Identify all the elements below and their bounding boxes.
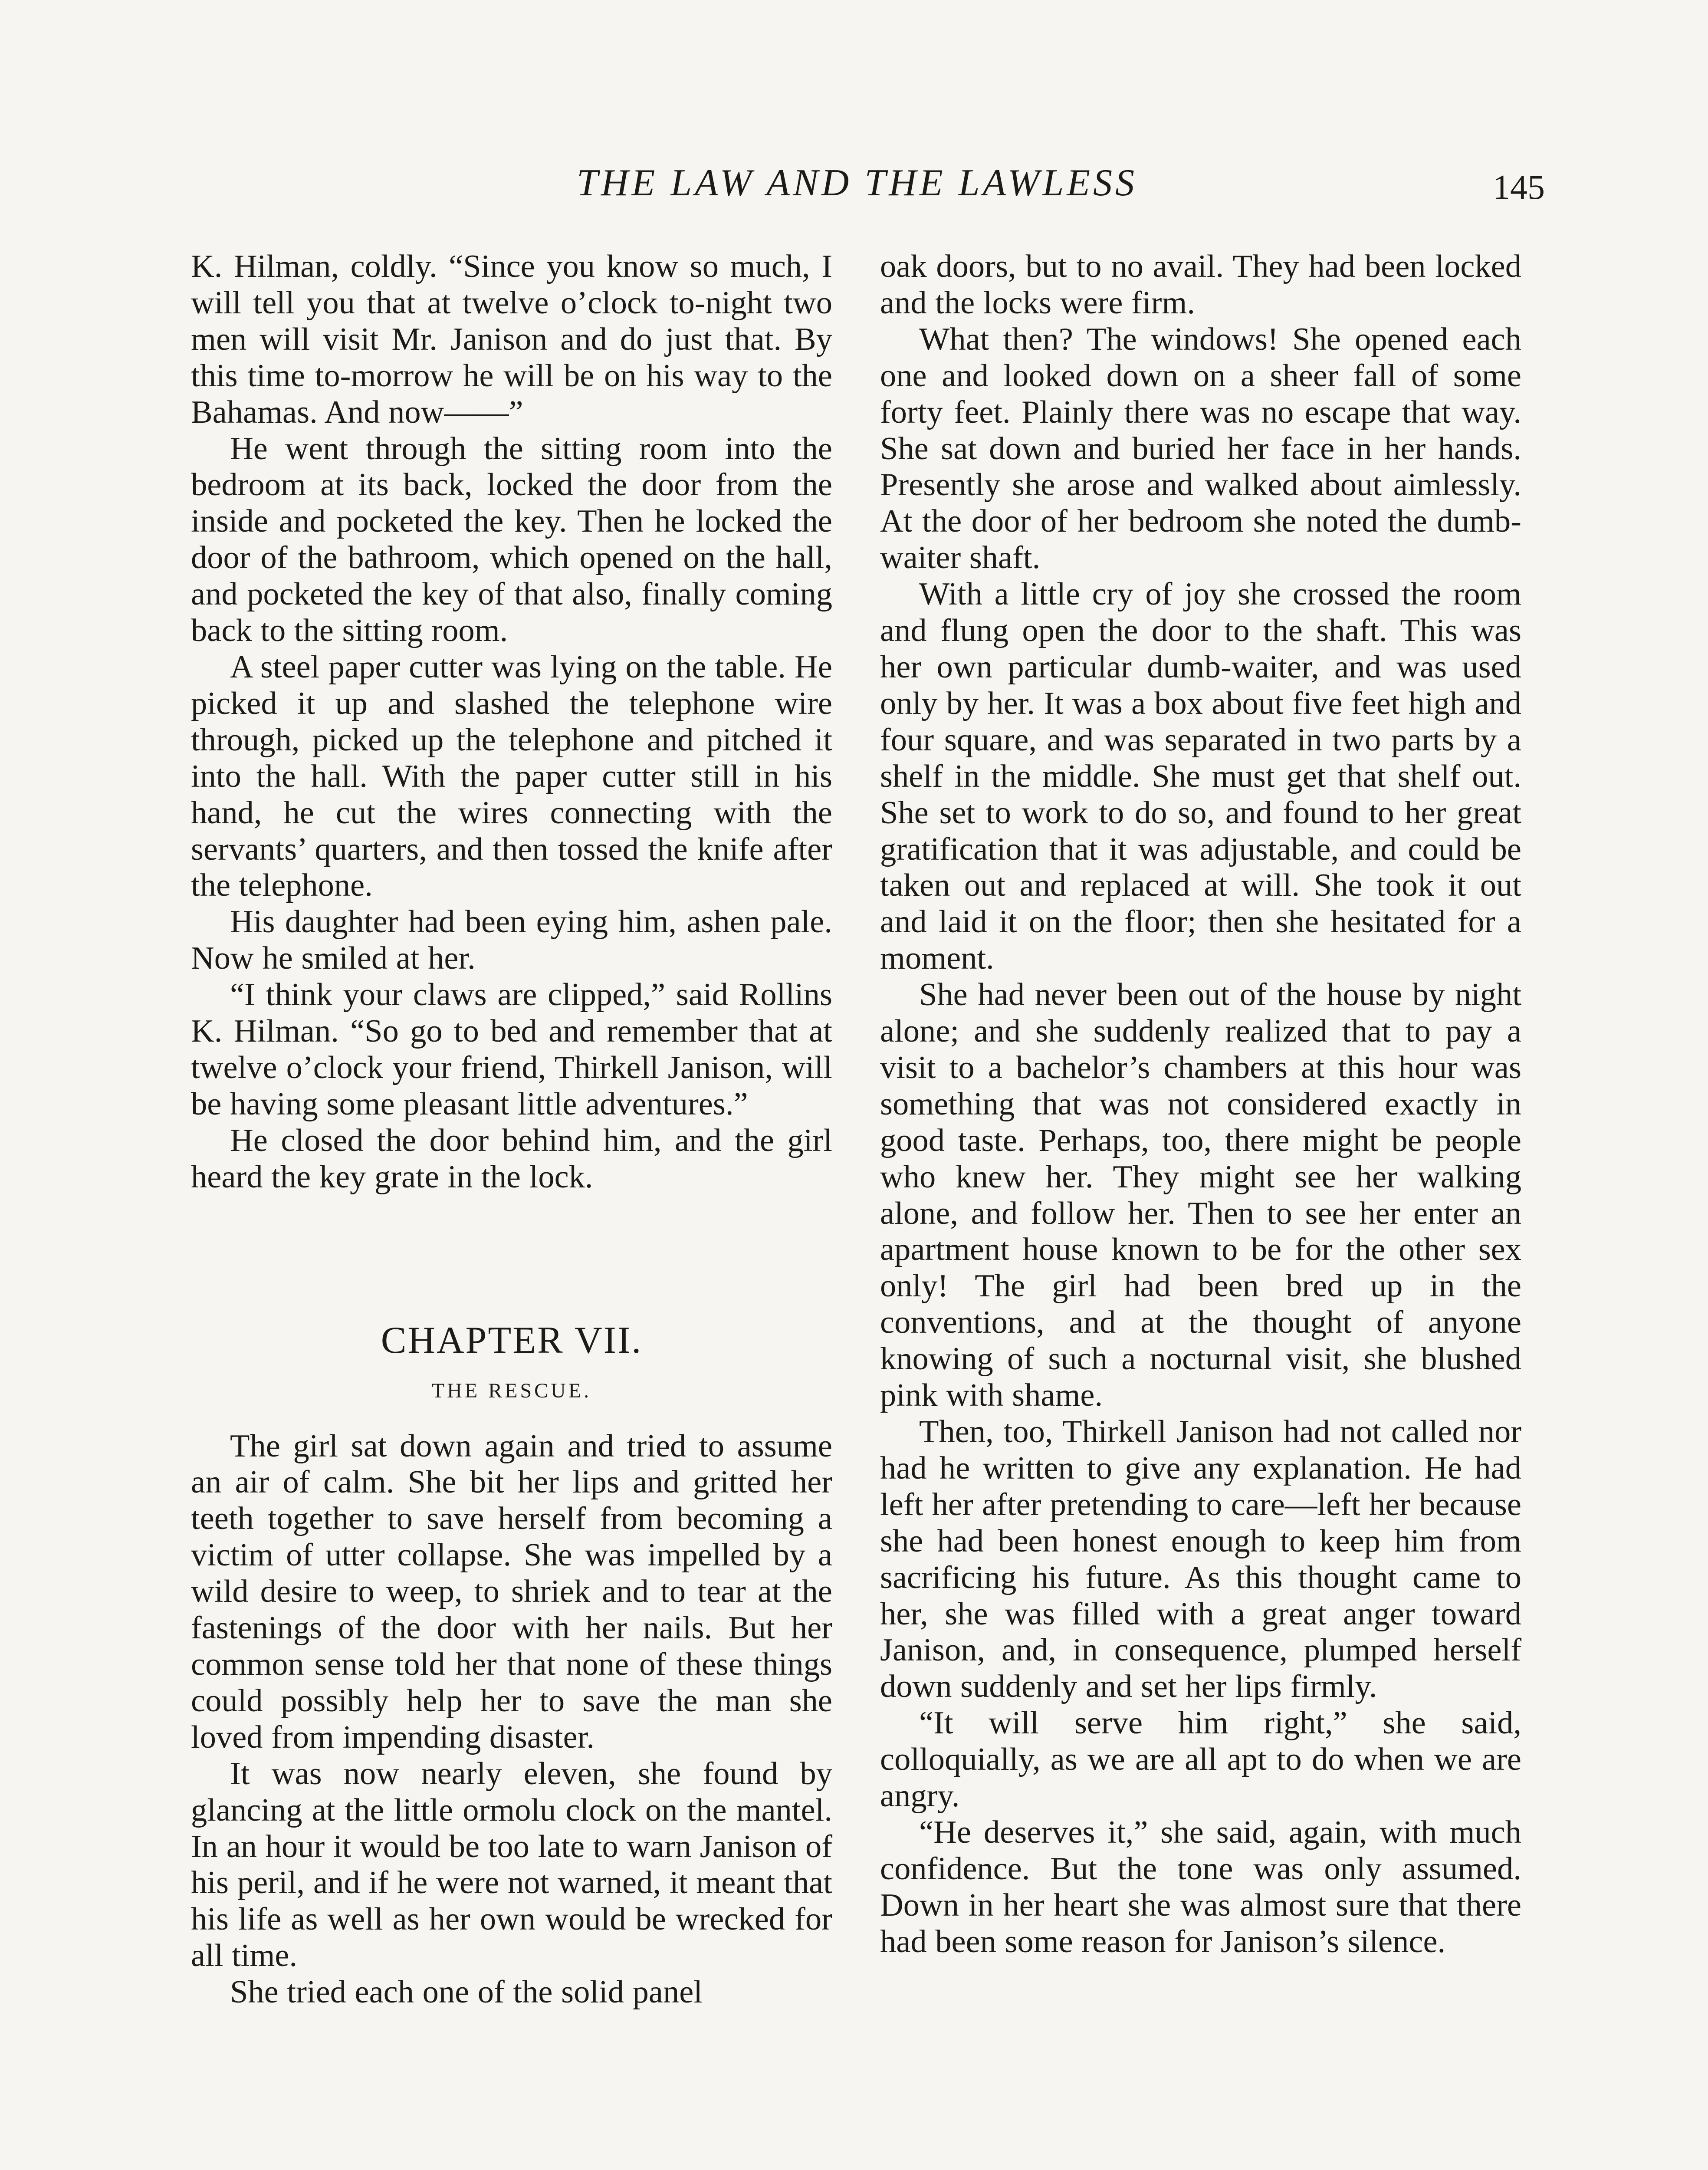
running-title: THE LAW AND THE LAWLESS [576,162,1138,204]
paragraph: “It will serve him right,” she said, colloquially, as we are all apt to do when we are angry. [880,1705,1521,1814]
paragraph: oak doors, but to no avail. They had been locked and the locks were firm. [880,249,1521,321]
paragraph: She had never been out of the house by night alone; and she suddenly realized that to pay a visit to a bachelor’s chambers at this hour was something that was not considered exactly in good taste. Perhaps, too, there might be people who knew her. They might see her walking alone, and follow her. Then to see her enter an apartment house known to be for the other sex only! The girl had been bred up in the conventions, and at the thought of anyone knowing of such a nocturnal visit, she blushed pink with shame. [880,977,1521,1414]
paragraph: “He deserves it,” she said, again, with much confidence. But the tone was only assumed. Down in her heart she was almost sure that there had been some reason for Janison’s silence. [880,1814,1521,1960]
paragraph: K. Hilman, coldly. “Since you know so much, I will tell you that at twelve o’clock to-night two men will visit Mr. Janison and do just that. By this time to-morrow he will be on his way to the Bahamas. And now——” [191,249,832,430]
paragraph: With a little cry of joy she crossed the room and flung open the door to the shaft. This was her own particular dumb-waiter, and was used only by her. It was a box about five feet high and four square, and was separated in two parts by a shelf in the middle. She must get that shelf out. She set to work to do so, and found to her great gratification that it was adjustable, and could be taken out and replaced at will. She took it out and laid it on the floor; then she hesitated for a moment. [880,576,1521,976]
left-column [191,249,832,2011]
paragraph: Then, too, Thirkell Janison had not called nor had he written to give any explanation. He had left her after pretending to care—left her because she had been honest enough to keep him from sacrificing his future. As this thought came to her, she was filled with a great anger toward Janison, and, in consequence, plumped herself down suddenly and set her lips firmly. [880,1414,1521,1705]
chapter-subtitle: THE RESCUE. [431,1379,592,1402]
paragraph: His daughter had been eying him, ashen pale. Now he smiled at her. [191,904,832,976]
paragraph: The girl sat down again and tried to assume an air of calm. She bit her lips and gritted her teeth together to save herself from becoming a victim of utter collapse. She was impelled by a wild desire to weep, to shriek and to tear at the fastenings of the door with her nails. But her common sense told her that none of these things could possibly help her to save the man she loved from impending disaster. [191,1428,832,1755]
chapter-title: CHAPTER VII. [381,1319,643,1361]
paragraph: He closed the door behind him, and the girl heard the key grate in the lock. [191,1122,832,1195]
paragraph: She tried each one of the solid panel [230,1974,703,2010]
page-number: 145 [1493,168,1545,207]
right-column [880,249,1521,1960]
paragraph: What then? The windows! She opened each one and looked down on a sheer fall of some forty feet. Plainly there was no escape that way. She sat down and buried her face in her hands. Presently she arose and walked about aimlessly. At the door of her bedroom she noted the dumb-waiter shaft. [880,321,1521,576]
paragraph: It was now nearly eleven, she found by glancing at the little ormolu clock on the mantel. In an hour it would be too late to warn Janison of his peril, and if he were not warned, it meant that his life as well as her own would be wrecked for all time. [191,1756,832,1974]
paragraph: “I think your claws are clipped,” said Rollins K. Hilman. “So go to bed and remember that at twelve o’clock your friend, Thirkell Janison, will be having some pleasant little adventures.” [191,977,832,1122]
paragraph: He went through the sitting room into the bedroom at its back, locked the door from the inside and pocketed the key. Then he locked the door of the bathroom, which opened on the hall, and pocketed the key of that also, finally coming back to the sitting room. [191,431,832,649]
paragraph: A steel paper cutter was lying on the table. He picked it up and slashed the telephone wire through, picked up the telephone and pitched it into the hall. With the paper cutter still in his hand, he cut the wires connecting with the servants’ quarters, and then tossed the knife after the telephone. [191,649,832,904]
